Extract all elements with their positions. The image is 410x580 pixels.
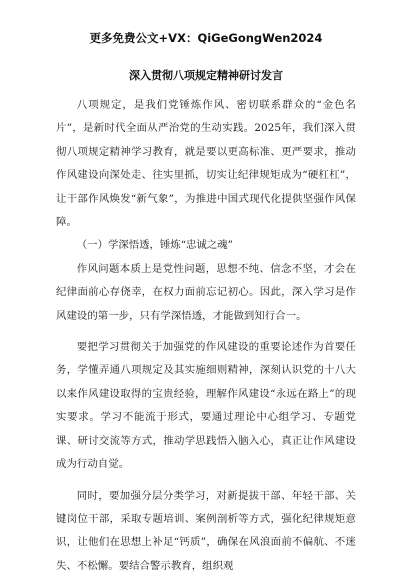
paragraph-spacer (56, 477, 356, 485)
document-title: 深入贯彻八项规定精神研讨发言 (129, 69, 283, 82)
section-heading-1: （一）学深悟透，锤炼“忠诚之魂” (76, 239, 233, 252)
paragraph-spacer (56, 328, 356, 336)
paragraph-2: 作风问题本质上是党性问题，思想不纯、信念不坚，才会在纪律面前心存侥幸，在权力面前忘记初心。因此，深入学习是作风建设的第一步，只有学深悟透，才能做到知行合一。 (56, 262, 356, 322)
watermark-header: 更多免费公文+VX：QiGeGongWen2024 (89, 31, 323, 45)
paragraph-3: 要把学习贯彻关于加强党的作风建设的重要论述作为首要任务，学懂弄通八项规定及其实施细则精神，深刻认识党的十八大以来作风建设取得的宝贵经验，理解作风建设“永远在路上”的现实要求。学习不能流于形式，要通过理论中心组学习、专题党课、研讨交流等方式，推动学思践悟入脑入心，真正让作风建设成为行动自觉。 (56, 341, 356, 471)
paragraph-4: 同时，要加强分层分类学习，对新提拔干部、年轻干部、关键岗位干部，采取专题培训、案例剖析等方式，强化纪律规矩意识，让他们在思想上补足“钙质”，确保在风浪面前不偏航、不迷失、不松懈。要结合警示教育，组织观 (56, 489, 356, 572)
paragraph-intro: 八项规定，是我们党锤炼作风、密切联系群众的“金色名片”，是新时代全面从严治党的生动实践。2025年，我们深入贯彻八项规定精神学习教育，就是要以更高标准、更严要求，推动作风建设向深处走、往实里抓，切实让纪律规矩成为“硬杠杠”，让干部作风焕发“新气象”，为推进中国式现代化提供坚强作风保障。 (56, 99, 356, 229)
